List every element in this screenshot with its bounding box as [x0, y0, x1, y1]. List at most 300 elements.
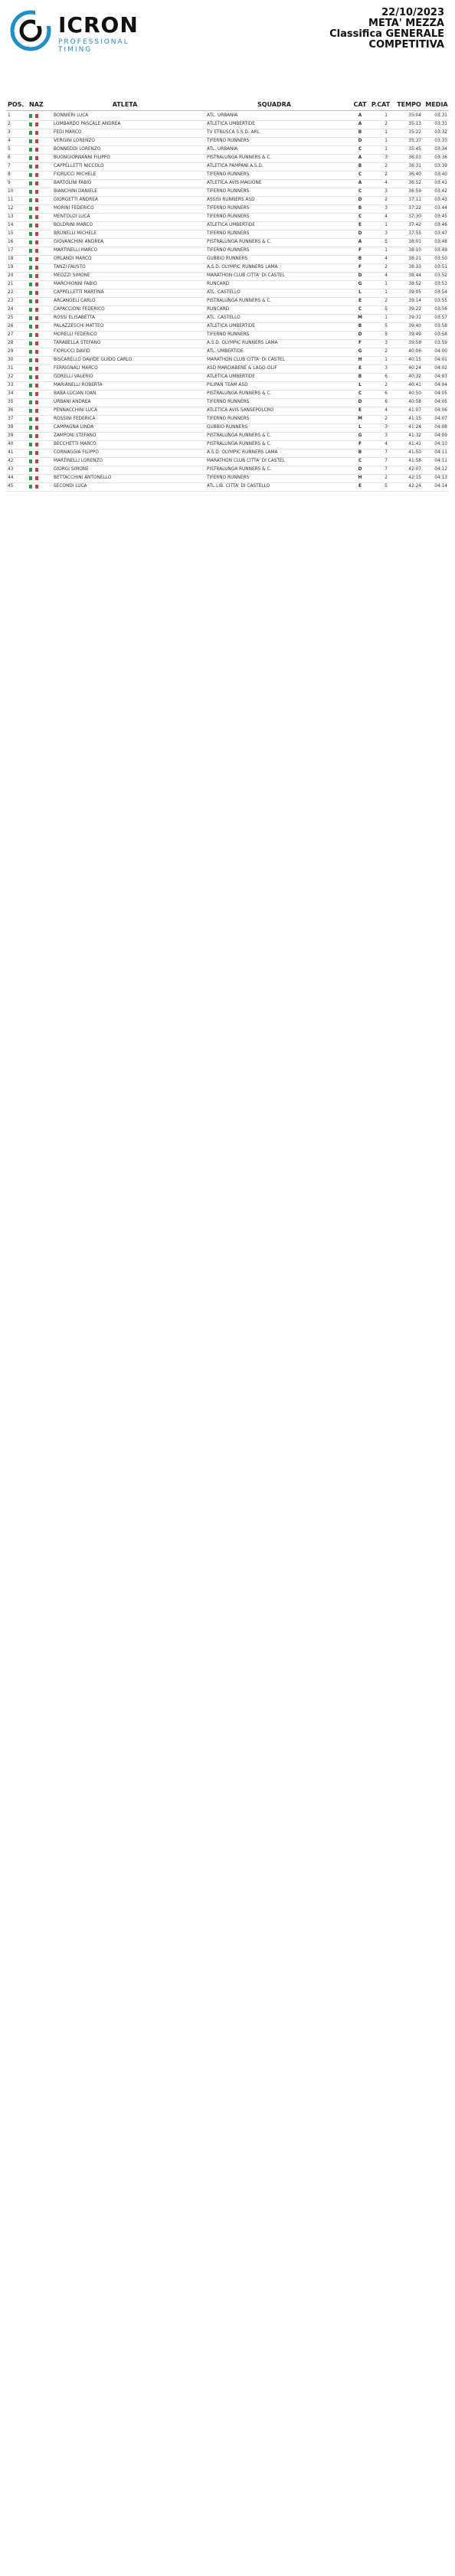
- cell-pcat: 4: [385, 181, 388, 185]
- cell-media: 04:06: [434, 408, 447, 413]
- cell-pcat: 5: [385, 484, 388, 489]
- cell-tempo: 35:37: [408, 139, 421, 143]
- cell-tempo: 36:40: [408, 172, 421, 177]
- italy-flag-icon: [29, 443, 38, 446]
- cell-squadra: RUNCARD: [207, 307, 230, 312]
- cell-atleta: MORELLI FEDERICO: [54, 332, 97, 337]
- italy-flag-icon: [29, 409, 38, 413]
- cell-media: 03:44: [434, 206, 447, 211]
- cell-media: 04:05: [434, 391, 447, 396]
- italy-flag-icon: [29, 215, 38, 219]
- cell-pcat: 5: [385, 332, 388, 337]
- cell-squadra: TIFERNO RUNNERS: [207, 206, 250, 211]
- cell-atleta: VERGINI LORENZO: [54, 139, 95, 143]
- cell-cat: B: [358, 206, 362, 211]
- cell-pos: 30: [8, 358, 14, 362]
- cell-pos: 27: [8, 332, 14, 337]
- cell-atleta: ZAMPONI STEFANO: [54, 433, 97, 438]
- cell-pcat: 2: [385, 349, 388, 354]
- cell-pcat: 1: [385, 223, 388, 227]
- cell-squadra: ATL. CASTELLO: [207, 315, 241, 320]
- cell-squadra: ATLETICA AVIS SANSEPOLCRO: [207, 408, 274, 413]
- italy-flag-icon: [29, 131, 38, 135]
- cell-tempo: 38:10: [408, 248, 421, 253]
- cell-atleta: TARABELLA STEFANO: [54, 341, 101, 345]
- col-header-pcat: P.CAT: [371, 101, 391, 108]
- cell-tempo: 40:32: [408, 374, 421, 379]
- cell-pcat: 7: [385, 450, 388, 455]
- cell-squadra: GUBBIO RUNNERS: [207, 257, 248, 261]
- cell-tempo: 38:52: [408, 282, 421, 286]
- italy-flag-icon: [29, 358, 38, 362]
- cell-squadra: ATL. UMBERTIDE: [207, 349, 244, 354]
- cell-atleta: BARTOLINI FABIO: [54, 181, 92, 185]
- cell-atleta: CORNAGGIA FILIPPO: [54, 450, 99, 455]
- cell-tempo: 37:11: [408, 198, 421, 202]
- cell-tempo: 42:15: [408, 476, 421, 480]
- cell-media: 03:53: [434, 282, 447, 286]
- cell-pcat: 7: [385, 459, 388, 463]
- cell-media: 03:32: [434, 130, 447, 135]
- italy-flag-icon: [29, 375, 38, 379]
- cell-atleta: BRUNELLI MICHELE: [54, 231, 97, 236]
- cell-tempo: 35:45: [408, 147, 421, 152]
- cell-media: 03:59: [434, 341, 447, 345]
- cell-squadra: TIFERNO RUNNERS: [207, 189, 250, 194]
- cell-pos: 45: [8, 484, 14, 489]
- cell-tempo: 35:04: [408, 113, 421, 118]
- cell-media: 04:13: [434, 476, 447, 480]
- italy-flag-icon: [29, 384, 38, 387]
- cell-pcat: 3: [385, 425, 388, 430]
- cell-pcat: 4: [385, 214, 388, 219]
- cell-pcat: 2: [385, 265, 388, 270]
- cell-squadra: TIFERNO RUNNERS: [207, 332, 250, 337]
- cell-pos: 21: [8, 282, 14, 286]
- cell-atleta: MARTINELLI LORENZO: [54, 459, 103, 463]
- cell-media: 03:33: [434, 139, 447, 143]
- italy-flag-icon: [29, 224, 38, 227]
- cell-pos: 14: [8, 223, 14, 227]
- cell-pos: 36: [8, 408, 14, 413]
- cell-pos: 11: [8, 198, 14, 202]
- cell-cat: C: [358, 459, 362, 463]
- cell-media: 03:58: [434, 332, 447, 337]
- cell-pcat: 1: [385, 130, 388, 135]
- col-header-squadra: SQUADRA: [257, 101, 291, 108]
- cell-media: 04:14: [434, 484, 447, 489]
- cell-atleta: BOLDRINI MARCO: [54, 223, 93, 227]
- cell-tempo: 40:15: [408, 358, 421, 362]
- cell-pcat: 5: [385, 324, 388, 329]
- cell-pos: 38: [8, 425, 14, 430]
- cell-cat: D: [358, 467, 362, 472]
- cell-pos: 4: [8, 139, 11, 143]
- cell-pos: 3: [8, 130, 11, 135]
- cell-atleta: ARCANGELI CARLO: [54, 299, 96, 303]
- cell-tempo: 36:59: [408, 189, 421, 194]
- cell-squadra: ATLETICA PAMPANI A.S.D.: [207, 164, 264, 168]
- cell-squadra: ASSISI RUNNERS ASD: [207, 198, 255, 202]
- italy-flag-icon: [29, 485, 38, 489]
- cell-pcat: 3: [385, 341, 388, 345]
- cell-pcat: 2: [385, 476, 388, 480]
- cell-pos: 42: [8, 459, 14, 463]
- cell-atleta: PALAZZESCHI MATTEO: [54, 324, 104, 329]
- cell-tempo: 41:50: [408, 450, 421, 455]
- cell-media: 04:12: [434, 467, 447, 472]
- cell-atleta: BISCARELLO DAVIDE GUIDO CARLO: [54, 358, 133, 362]
- italy-flag-icon: [29, 350, 38, 354]
- italy-flag-icon: [29, 476, 38, 480]
- cell-tempo: 39:22: [408, 307, 421, 312]
- cell-pcat: 3: [385, 433, 388, 438]
- cell-pos: 44: [8, 476, 14, 480]
- cell-cat: C: [358, 307, 362, 312]
- cell-media: 03:31: [434, 122, 447, 126]
- icron-logo-icon: [9, 9, 52, 52]
- cell-tempo: 38:33: [408, 265, 421, 270]
- cell-pcat: 4: [385, 273, 388, 278]
- cell-atleta: ORLANDI MARCO: [54, 257, 92, 261]
- cell-pos: 10: [8, 189, 14, 194]
- cell-cat: D: [358, 332, 362, 337]
- cell-pos: 7: [8, 164, 11, 168]
- cell-cat: E: [358, 408, 362, 413]
- cell-cat: F: [358, 265, 362, 270]
- cell-squadra: RUNCARD: [207, 282, 230, 286]
- cell-cat: C: [358, 391, 362, 396]
- italy-flag-icon: [29, 283, 38, 286]
- cell-tempo: 36:31: [408, 164, 421, 168]
- cell-atleta: MORINI FEDERICO: [54, 206, 94, 211]
- cell-tempo: 39:31: [408, 315, 421, 320]
- cell-cat: C: [358, 214, 362, 219]
- cell-tempo: 40:24: [408, 366, 421, 371]
- cell-pos: 43: [8, 467, 14, 472]
- italy-flag-icon: [29, 316, 38, 320]
- italy-flag-icon: [29, 434, 38, 438]
- cell-atleta: MARTINELLI MARCO: [54, 248, 98, 253]
- cell-squadra: PISTRALUNGA RUNNERS & C.: [207, 442, 272, 446]
- cell-pos: 8: [8, 172, 11, 177]
- italy-flag-icon: [29, 190, 38, 194]
- italy-flag-icon: [29, 139, 38, 143]
- italy-flag-icon: [29, 417, 38, 421]
- cell-media: 03:41: [434, 181, 447, 185]
- cell-tempo: 39:40: [408, 324, 421, 329]
- cell-atleta: BUONGIORNANNI FILIPPO: [54, 155, 110, 160]
- cell-atleta: GIOVANCHINI ANDREA: [54, 240, 103, 244]
- col-header-media: MEDIA: [425, 101, 448, 108]
- cell-pcat: 1: [385, 113, 388, 118]
- cell-atleta: MEOZZI SIMONE: [54, 273, 90, 278]
- cell-pcat: 7: [385, 467, 388, 472]
- cell-pcat: 1: [385, 358, 388, 362]
- cell-media: 04:04: [434, 383, 447, 387]
- italy-flag-icon: [29, 165, 38, 168]
- cell-squadra: PISTRALUNGA RUNNERS & C.: [207, 155, 272, 160]
- italy-flag-icon: [29, 266, 38, 270]
- italy-flag-icon: [29, 123, 38, 126]
- italy-flag-icon: [29, 468, 38, 472]
- cell-atleta: BECCHETTI MARCO: [54, 442, 97, 446]
- cell-cat: D: [358, 273, 362, 278]
- cell-pcat: 2: [385, 198, 388, 202]
- cell-tempo: 37:55: [408, 231, 421, 236]
- cell-tempo: 40:06: [408, 349, 421, 354]
- italy-flag-icon: [29, 156, 38, 160]
- cell-media: 04:00: [434, 349, 447, 354]
- cell-cat: G: [358, 282, 362, 286]
- cell-media: 03:55: [434, 299, 447, 303]
- col-header-naz: NAZ: [29, 101, 44, 108]
- cell-pcat: 5: [385, 307, 388, 312]
- cell-cat: D: [358, 231, 362, 236]
- italy-flag-icon: [29, 114, 38, 118]
- cell-media: 03:57: [434, 315, 447, 320]
- cell-tempo: 35:13: [408, 122, 421, 126]
- cell-squadra: ATL.LIB. CITTA' DI CASTELLO: [207, 484, 270, 489]
- cell-media: 04:03: [434, 374, 447, 379]
- cell-pcat: 2: [385, 299, 388, 303]
- table-header: [6, 101, 449, 111]
- italy-flag-icon: [29, 148, 38, 152]
- italy-flag-icon: [29, 459, 38, 463]
- cell-tempo: 41:32: [408, 433, 421, 438]
- cell-atleta: MARIANELLI ROBERTA: [54, 383, 103, 387]
- cell-atleta: FERRIGNALI MARCO: [54, 366, 98, 371]
- cell-atleta: GORELLI VALERIO: [54, 374, 93, 379]
- cell-pos: 35: [8, 400, 14, 404]
- cell-atleta: TANZI FAUSTO: [54, 265, 86, 270]
- italy-flag-icon: [29, 232, 38, 236]
- cell-pos: 19: [8, 265, 14, 270]
- cell-pcat: 1: [385, 282, 388, 286]
- italy-flag-icon: [29, 181, 38, 185]
- cell-squadra: TIFERNO RUNNERS: [207, 248, 250, 253]
- cell-squadra: A.S.D. OLYMPIC RUNNERS LAMA: [207, 450, 278, 455]
- cell-cat: G: [358, 349, 362, 354]
- cell-tempo: 38:44: [408, 273, 421, 278]
- ranking-title: Classifica GENERALE: [329, 28, 444, 40]
- cell-atleta: FEDI MARCO: [54, 130, 82, 135]
- cell-pcat: 4: [385, 442, 388, 446]
- cell-tempo: 36:03: [408, 155, 421, 160]
- cell-cat: L: [358, 383, 362, 387]
- cell-media: 03:48: [434, 240, 447, 244]
- cell-pos: 28: [8, 341, 14, 345]
- italy-flag-icon: [29, 451, 38, 455]
- cell-atleta: MARCHIONNI FABIO: [54, 282, 97, 286]
- cell-cat: A: [358, 155, 362, 160]
- cell-squadra: TIFERNO RUNNERS: [207, 214, 250, 219]
- cell-media: 04:01: [434, 358, 447, 362]
- col-header-cat: CAT: [353, 101, 367, 108]
- document-header: [0, 0, 455, 92]
- cell-media: 03:34: [434, 147, 447, 152]
- cell-squadra: A.S.D. OLYMPIC RUNNERS LAMA: [207, 265, 278, 270]
- cell-squadra: PISTRALUNGA RUNNERS & C.: [207, 240, 272, 244]
- cell-squadra: TIFERNO RUNNERS: [207, 476, 250, 480]
- cell-media: 03:49: [434, 248, 447, 253]
- italy-flag-icon: [29, 240, 38, 244]
- cell-squadra: TIFERNO RUNNERS: [207, 417, 250, 421]
- cell-pos: 41: [8, 450, 14, 455]
- cell-atleta: BETTACCHINI ANTONELLO: [54, 476, 112, 480]
- cell-atleta: MENTOLOI LUCA: [54, 214, 90, 219]
- cell-media: 04:11: [434, 459, 447, 463]
- cell-atleta: CAPACCIONI FEDERICO: [54, 307, 105, 312]
- cell-cat: B: [358, 324, 362, 329]
- cell-tempo: 40:50: [408, 391, 421, 396]
- cell-squadra: TV ETRUSCA S.S.D. ARL: [207, 130, 260, 135]
- cell-squadra: ASD MARCIABENE & LAGO-OLIF: [207, 366, 277, 371]
- cell-cat: E: [358, 223, 362, 227]
- cell-pos: 2: [8, 122, 11, 126]
- cell-squadra: TIFERNO RUNNERS: [207, 400, 250, 404]
- cell-cat: C: [358, 172, 362, 177]
- cell-pos: 22: [8, 290, 14, 295]
- cell-cat: E: [358, 366, 362, 371]
- cell-media: 04:10: [434, 442, 447, 446]
- cell-media: 03:45: [434, 214, 447, 219]
- cell-squadra: TIFERNO RUNNERS: [207, 139, 250, 143]
- cell-tempo: 39:49: [408, 332, 421, 337]
- cell-atleta: URBANI ANDREA: [54, 400, 91, 404]
- cell-squadra: ATLETICA AVIS MAGIONE: [207, 181, 262, 185]
- cell-media: 03:56: [434, 307, 447, 312]
- italy-flag-icon: [29, 173, 38, 177]
- cell-media: 04:07: [434, 417, 447, 421]
- col-header-pos: POS.: [8, 101, 25, 108]
- cell-media: 03:40: [434, 172, 447, 177]
- cell-pos: 39: [8, 433, 14, 438]
- cell-pos: 33: [8, 383, 14, 387]
- cell-pcat: 3: [385, 206, 388, 211]
- cell-squadra: TIFERNO RUNNERS: [207, 172, 250, 177]
- italy-flag-icon: [29, 342, 38, 345]
- cell-cat: M: [358, 417, 362, 421]
- cell-pos: 23: [8, 299, 14, 303]
- cell-pcat: 6: [385, 400, 388, 404]
- cell-squadra: GUBBIO RUNNERS: [207, 425, 248, 430]
- cell-tempo: 36:52: [408, 181, 421, 185]
- cell-cat: D: [358, 139, 362, 143]
- cell-pcat: 2: [385, 122, 388, 126]
- cell-tempo: 39:05: [408, 290, 421, 295]
- cell-cat: E: [358, 299, 362, 303]
- cell-tempo: 39:14: [408, 299, 421, 303]
- cell-cat: H: [358, 476, 362, 480]
- cell-media: 04:08: [434, 425, 447, 430]
- cell-cat: A: [358, 181, 362, 185]
- cell-pos: 37: [8, 417, 14, 421]
- cell-pos: 1: [8, 113, 11, 118]
- cell-tempo: 37:42: [408, 223, 421, 227]
- cell-pos: 29: [8, 349, 14, 354]
- cell-media: 04:05: [434, 400, 447, 404]
- cell-pcat: 3: [385, 366, 388, 371]
- cell-media: 03:54: [434, 290, 447, 295]
- ranking-type: COMPETITIVA: [368, 39, 444, 51]
- italy-flag-icon: [29, 274, 38, 278]
- cell-tempo: 42:24: [408, 484, 421, 489]
- italy-flag-icon: [29, 257, 38, 261]
- event-date: 22/10/2023: [381, 7, 444, 18]
- cell-atleta: FIORUCCI DAVID: [54, 349, 90, 354]
- event-title: META' MEZZA: [368, 18, 444, 29]
- logo-wordmark: ICRON: [58, 12, 139, 38]
- col-header-atleta: ATLETA: [112, 101, 138, 108]
- cell-media: 03:51: [434, 265, 447, 270]
- cell-pcat: 1: [385, 139, 388, 143]
- cell-atleta: ROSSINI FEDERICA: [54, 417, 96, 421]
- cell-squadra: ATL. CASTELLO: [207, 290, 241, 295]
- cell-media: 03:36: [434, 155, 447, 160]
- cell-cat: F: [358, 248, 362, 253]
- italy-flag-icon: [29, 400, 38, 404]
- cell-cat: C: [358, 189, 362, 194]
- cell-atleta: BIANCHINI DANIELE: [54, 189, 97, 194]
- cell-tempo: 37:30: [408, 214, 421, 219]
- cell-cat: A: [358, 240, 362, 244]
- cell-atleta: GIORGETTI ANDREA: [54, 198, 98, 202]
- cell-pos: 25: [8, 315, 14, 320]
- logo-tagline: PROFESSIONAL TIMING: [58, 38, 129, 54]
- cell-pcat: 2: [385, 383, 388, 387]
- cell-pos: 18: [8, 257, 14, 261]
- cell-squadra: ATLETICA UMBERTIDE: [207, 374, 255, 379]
- cell-cat: B: [358, 130, 362, 135]
- italy-flag-icon: [29, 291, 38, 295]
- cell-pcat: 3: [385, 155, 388, 160]
- cell-pos: 34: [8, 391, 14, 396]
- italy-flag-icon: [29, 367, 38, 371]
- cell-squadra: PILIPAN TEAM ASD: [207, 383, 248, 387]
- cell-pos: 20: [8, 273, 14, 278]
- cell-media: 03:58: [434, 324, 447, 329]
- cell-squadra: PISTRALUNGA RUNNERS & C.: [207, 433, 272, 438]
- cell-cat: F: [358, 341, 362, 345]
- cell-pcat: 1: [385, 147, 388, 152]
- cell-pcat: 2: [385, 164, 388, 168]
- cell-cat: B: [358, 450, 362, 455]
- cell-tempo: 41:15: [408, 417, 421, 421]
- cell-squadra: TIFERNO RUNNERS: [207, 231, 250, 236]
- cell-pos: 5: [8, 147, 11, 152]
- cell-squadra: MARATHON CLUB CITTA' DI CASTEL: [207, 273, 285, 278]
- cell-squadra: MARATHON CLUB CITTA' DI CASTEL: [207, 358, 285, 362]
- italy-flag-icon: [29, 325, 38, 329]
- cell-pcat: 1: [385, 315, 388, 320]
- cell-atleta: GIORGI SIMONE: [54, 467, 89, 472]
- cell-squadra: PISTRALUNGA RUNNERS & C.: [207, 467, 272, 472]
- cell-squadra: ATL. URBANIA: [207, 113, 238, 118]
- cell-cat: L: [358, 290, 362, 295]
- cell-atleta: BONNEDDI LORENZO: [54, 147, 101, 152]
- cell-pos: 32: [8, 374, 14, 379]
- cell-pcat: 2: [385, 172, 388, 177]
- italy-flag-icon: [29, 249, 38, 253]
- cell-pos: 12: [8, 206, 14, 211]
- cell-pos: 13: [8, 214, 14, 219]
- cell-tempo: 40:58: [408, 400, 421, 404]
- cell-atleta: CAPPELLETTI NICCOLO: [54, 164, 104, 168]
- cell-pos: 40: [8, 442, 14, 446]
- italy-flag-icon: [29, 299, 38, 303]
- italy-flag-icon: [29, 308, 38, 312]
